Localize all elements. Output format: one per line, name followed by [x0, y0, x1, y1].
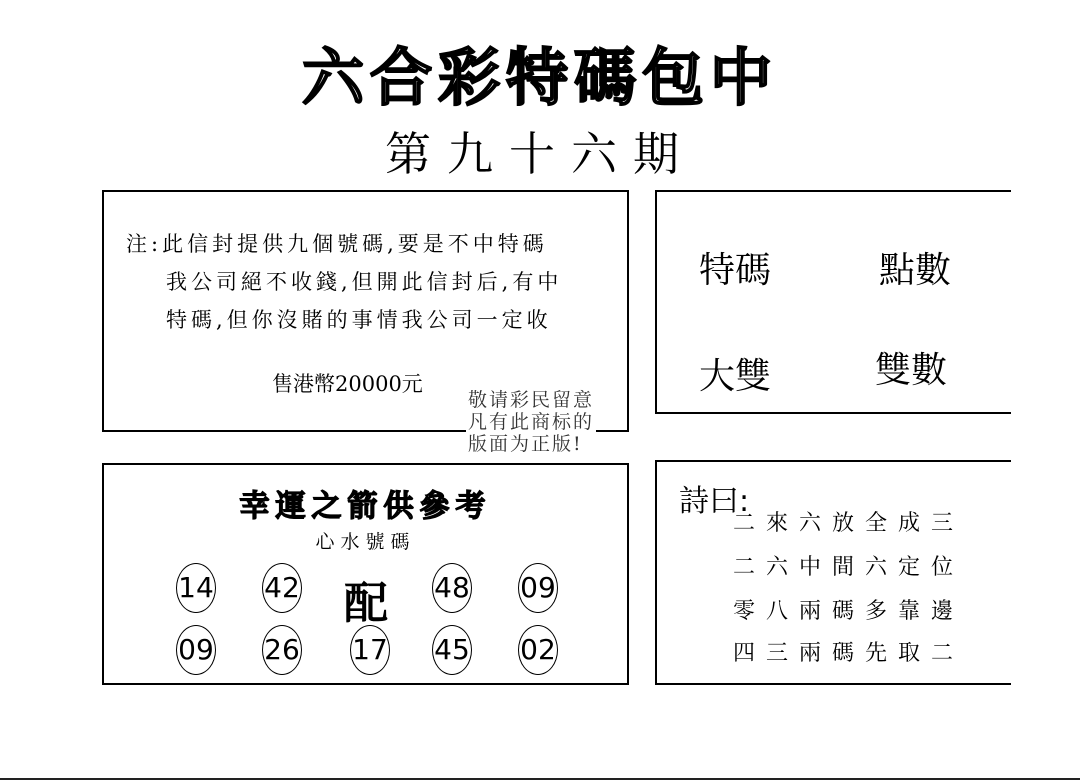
number-ball: 48: [432, 563, 472, 613]
poem-box: [655, 460, 1011, 685]
number-ball: 45: [432, 625, 472, 675]
number-ball: 09: [518, 563, 558, 613]
lucky-subtitle: 心水號碼: [315, 531, 416, 553]
poem-line-2: 二六中間六定位: [733, 555, 965, 580]
attr-even-number: 雙數: [875, 350, 948, 391]
number-ball: 09: [176, 625, 216, 675]
authenticity-stamp: [466, 389, 596, 455]
attr-big-even: 大雙: [699, 356, 772, 397]
notice-line-3: 特碼,但你沒賭的事情我公司一定收: [166, 308, 552, 332]
number-ball: 42: [262, 563, 302, 613]
attr-special-number: 特碼: [699, 250, 772, 291]
number-ball: 17: [350, 625, 390, 675]
poem-label: 詩曰:: [679, 484, 750, 519]
bottom-divider: [0, 778, 1080, 780]
stamp-line-3: 版面为正版!: [468, 433, 583, 455]
number-ball: 14: [176, 563, 216, 613]
page-title: 六合彩特碼包中: [301, 41, 778, 114]
issue-number: 第九十六期: [385, 127, 695, 181]
number-ball: 02: [518, 625, 558, 675]
attr-points: 點數: [879, 250, 952, 291]
poem-line-1: 二來六放全成三: [733, 511, 965, 536]
poem-line-4: 四三兩碼先取二: [733, 641, 965, 666]
poem-line-3: 零八兩碼多靠邊: [733, 599, 965, 624]
pair-label: 配: [344, 578, 388, 629]
number-ball: 26: [262, 625, 302, 675]
attribute-box: [655, 190, 1011, 414]
notice-line-2: 我公司絕不收錢,但開此信封后,有中: [166, 270, 563, 294]
lucky-numbers-box: [102, 463, 629, 685]
price-text: 售港幣20000元: [272, 372, 423, 396]
stamp-line-2: 凡有此商标的: [468, 411, 595, 433]
notice-line-1: 注:此信封提供九個號碼,要是不中特碼: [126, 232, 548, 256]
lucky-title: 幸運之箭供參考: [239, 489, 492, 524]
stamp-line-1: 敬请彩民留意: [468, 389, 595, 411]
